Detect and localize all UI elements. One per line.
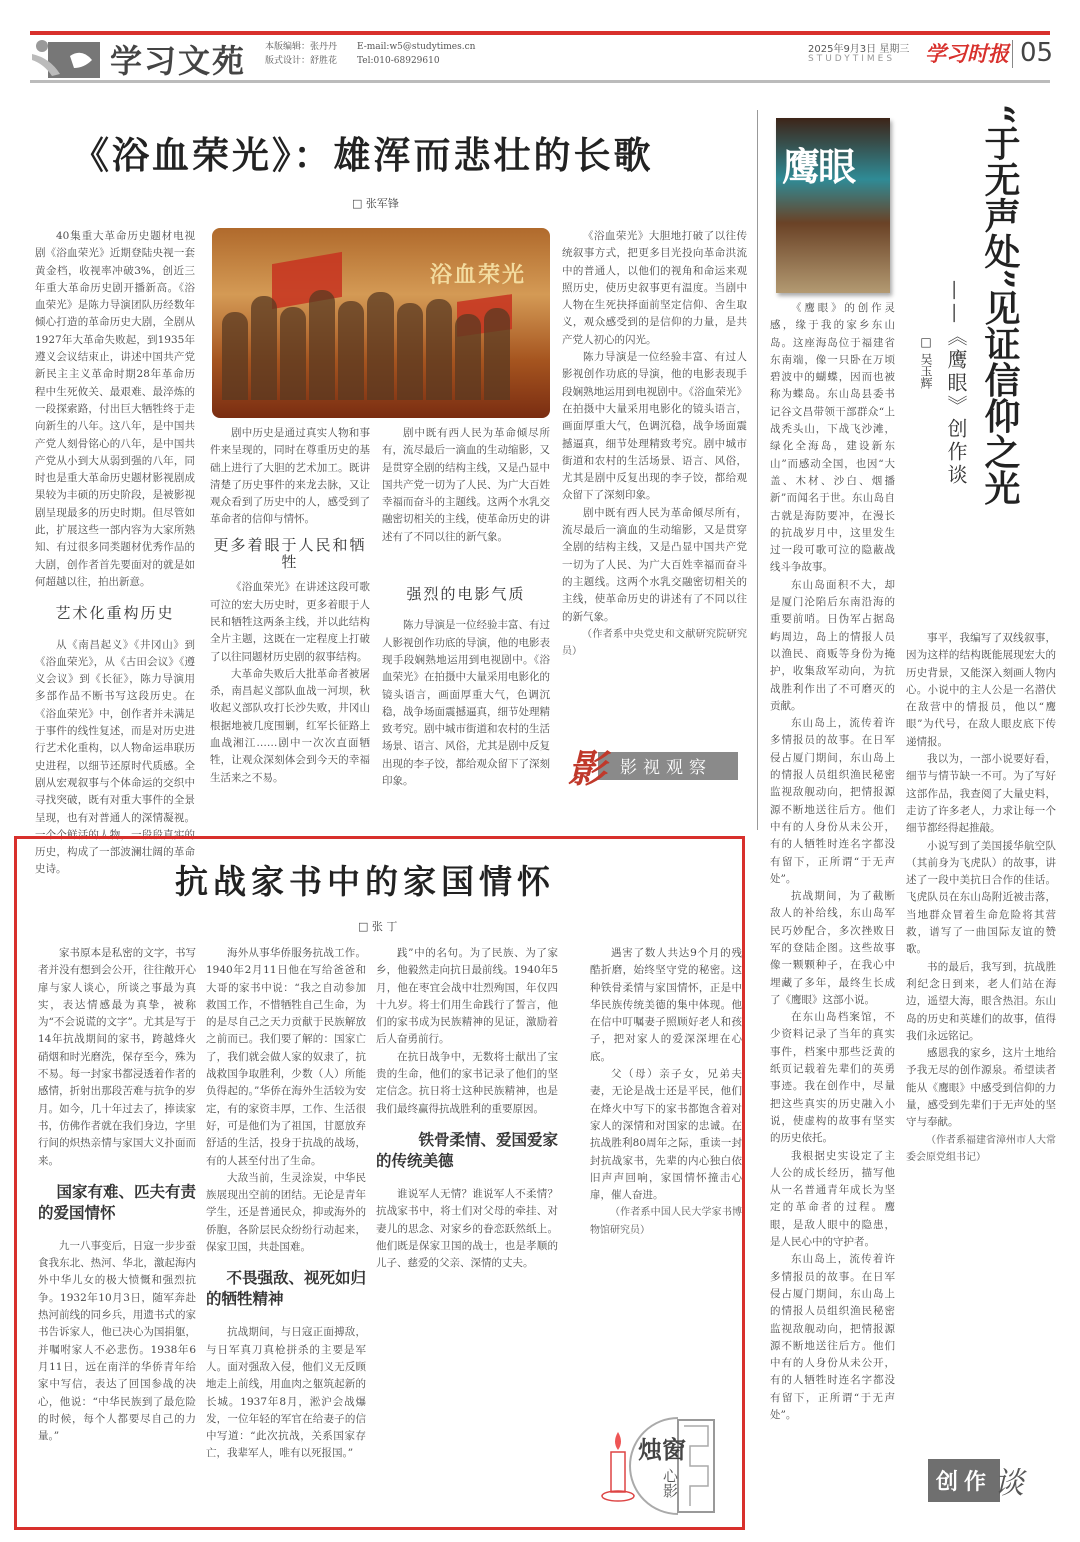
paragraph: 小说写到了美国援华航空队（其前身为飞虎队）的故事，讲述了一段中美抗日合作的佳话。飞虎队员在东山岛附近被击落，当地群众冒着生命危险将其营救，谱写了一曲国际友谊的赞歌。 [906, 839, 1056, 956]
stamp-label: 创作 [928, 1459, 1000, 1502]
stamp-sublabel: 心影 [661, 1468, 679, 1498]
masthead-top-rule [30, 31, 1050, 35]
subheading-line: 的爱国情怀 [38, 1203, 116, 1222]
paragraph: 陈力导演是一位经验丰富、有过人影视创作功底的导演，他的电影表现手段娴熟地运用到电视剧中。《浴血荣光》在拍摄中大量采用电影化的镜头语言，画面厚重大气，色调沉稳，战争场面震撼逼真，细节处理精致考究。剧中城市街道和农村的生活场景、语言、风俗，尤其是剧中反复出现的李子饺，都给观众留下了深刻印象。 [382, 619, 550, 788]
section-name: 学习文苑 [110, 42, 247, 80]
paragraph: 剧中既有西人民为革命倾尽所有，流尽最后一滴血的生动缩影，又是贯穿全剧的结构主线，又是凸显中国共产党一切为了人民、为广大百姓幸福而奋斗的主题线。这两个水乳交融密切相关的主线，使革命历史的讲述有了不同以往的新气象。 [562, 506, 747, 623]
article3-title: 抗战家书中的家国情怀 [175, 862, 555, 901]
paragraph: 东山岛上，流传着许多情报员的故事。在日军侵占厦门期间，东山岛上的情报人员组织渔民秘密监视敌舰动向，把情报源源不断地送往后方。他们中有的人身份从未公开，有的人牺牲时连名字都没有留下，正所谓“于无声处”。 [770, 717, 895, 885]
author-note: （作者系福建省漳州市人大常委会原党组书记） [906, 1134, 1056, 1163]
article3-column-2 [206, 945, 366, 1525]
paragraph: 抗战期间，为了截断敌人的补给线，东山岛军民巧妙配合，多次挫败日军的登陆企图。这些故事像一颗颗种子，在我心中埋藏了多年，最终生长成了《鹰眼》这部小说。 [770, 890, 895, 1006]
paragraph: 剧中历史是通过真实人物和事件来呈现的，同时在尊重历史的基础上进行了大胆的艺术加工。既讲清楚了历史事件的来龙去脉，又让观众看到了历史中的人，感受到了革命者的信仰与情怀。 [210, 427, 370, 526]
drama-poster-image [212, 228, 550, 418]
editor-name: 本版编辑：张丹丹 [265, 42, 338, 52]
article1-column-2 [210, 425, 370, 823]
paragraph: 大革命失败后大批革命者被屠杀，南昌起义部队血战一河坝，秋收起义部队攻打长沙失败，井冈山根据地被几度围剿，红军长征路上血战湘江……剧中一次次直面牺牲，让观众深刻体会到今天的幸福生活来之不易。 [210, 667, 370, 784]
paragraph: 大敌当前，生灵涂炭，中华民族展现出空前的团结。无论是青年学生，还是普通民众，抑或海外的侨胞，各阶层民众纷纷行动起来，保家卫国，共赴国难。 [206, 1171, 366, 1254]
paragraph: 陈力导演是一位经验丰富、有过人影视创作功底的导演，他的电影表现手段娴熟地运用到电视剧中。《浴血荣光》在拍摄中大量采用电影化的镜头语言，画面厚重大气，色调沉稳，战争场面震撼逼真，细节处理精致考究。剧中城市街道和农村的生活场景、语言、风俗，尤其是剧中反复出现的李子饺，都给观众留下了深刻印象。 [562, 351, 747, 502]
paragraph: 东山岛上，流传着许多情报员的故事。在日军侵占厦门期间，东山岛上的情报人员组织渔民秘密监视敌舰动向，把情报源源不断地送往后方。他们中有的人身份从未公开，有的人牺牲时连名字都没有留下，正所谓“于无声处”。 [770, 1253, 895, 1421]
paragraph: 《浴血荣光》大胆地打破了以往传统叙事方式，把更多目光投向革命洪流中的普通人，以他们的视角和命运来观照历史，使历史叙事更有温度。当剧中人物在生死抉择面前坚定信仰、舍生取义，观众感受到的是信仰的力量，是共产党人初心的闪光。 [562, 230, 747, 346]
paragraph: 我根据史实设定了主人公的成长经历，描写他从一名普通青年成长为坚定的革命者的过程。鹰眼，是敌人眼中的隐患，是人民心中的守护者。 [770, 1149, 895, 1249]
article3-column-1 [38, 945, 196, 1525]
paragraph: 40集重大革命历史题材电视剧《浴血荣光》近期登陆央视一套黄金档，收视率冲破3%，创近三年重大革命历史剧开播新高。《浴血荣光》是陈力导演团队历经数年倾心打造的革命历史大剧，全剧从1927年大革命失败起，到1935年遵义会议结束止，讲述中国共产党新民主主义革命时期28年革命历程中生死攸关、最艰难、最淬炼的一段探索路，付出巨大牺牲终于走向新生的八年。这八年，是中国共产党人刻骨铭心的八年，是中国共产党从小到大从弱到强的八年，同时也是重大革命历史题材影视剧成果较为丰硕的历史阶段，是被影视剧呈现最多的历史时期。但尽管如此，扩展这些一部内容为大家所熟知、有过很多同类题材优秀作品的大剧，创作者首先要面对的就是如何超越以往，拍出新意。 [35, 230, 195, 588]
author-note: （作者系中国人民大学家书博物馆研究员） [590, 1207, 742, 1236]
article3-column-4 [590, 945, 742, 1395]
candle-icon [598, 1430, 638, 1510]
paragraph: 事平，我编写了双线叙事，因为这样的结构既能展现宏大的历史背景，又能深入刻画人物内心。小说中的主人公是一名潜伏在敌营中的情报员，他以“鹰眼”为代号，在敌人眼皮底下传递情报。 [906, 632, 1056, 748]
article3-byline: □ 张 丁 [358, 920, 398, 933]
stamp-label: 烛窗 [638, 1435, 686, 1464]
paragraph: 父（母）亲子女，兄弟夫妻，无论是战士还是平民，他们在烽火中写下的家书都饱含着对家人的深情和对国家的忠诚。在抗战胜利80周年之际，重读一封封抗战家书，先辈的内心独白依旧声声回响，家国情怀撞击心扉，催人奋进。 [590, 1068, 742, 1202]
subheading: 强烈的电影气质 [406, 585, 526, 604]
paragraph: 在抗日战争中，无数将士献出了宝贵的生命，他们的家书记录了他们的坚定信念。抗日将士这种民族精神，也是我们最终赢得抗战胜利的重要原因。 [376, 1050, 558, 1115]
email[interactable]: E-mail:w5@studytimes.cn [357, 42, 476, 52]
article1-byline: □ 张军锋 [352, 197, 399, 210]
stamp-glyph: 谈 [994, 1466, 1025, 1501]
subheading-line: 不畏强敌、视死如归 [226, 1269, 366, 1288]
subheading [38, 1182, 196, 1224]
paragraph: 东山岛面积不大，却是厦门沦陷后东南沿海的重要前哨。日伪军占据岛屿周边，岛上的情报人员以渔民、商贩等身份为掩护，收集敌军动向，为抗战胜利作出了不可磨灭的贡献。 [770, 578, 895, 712]
paragraph: 海外从事华侨服务抗战工作。1940年2月11日他在写给爸爸和大哥的家书中说：“我之自动参加救国工作，不惜牺牲自己生命，为的是尽自己之天力贡献于民族解放之前而已。我们要了解的：国家亡了，我们就会做人家的奴隶了，抗战救国争取胜利，少数（人）所能负得起的。”华侨在海外生活较为安定，有的家资丰厚，工作、生活很好，可是他们为了祖国，甘愿放弃舒适的生活，投身于抗战的战场，有的人甚至付出了生命。 [206, 947, 366, 1167]
column-rule [757, 110, 758, 830]
stamp-glyph: 影 [568, 745, 607, 791]
article2-title: “于无声处”见证信仰之光 [979, 104, 1021, 506]
poster-title: 浴血荣光 [429, 262, 526, 288]
paragraph: 我以为，一部小说要好看，细节与情节缺一不可。为了写好这部作品，我查阅了大量史料，走访了许多老人，力求让每一个细节都经得起推敲。 [906, 753, 1056, 835]
column-stamp-candle-window [598, 1410, 718, 1520]
subheading-line: 铁骨柔情、爱国爱家 [418, 1130, 558, 1149]
subheading: 艺术化重构历史 [55, 604, 175, 623]
column-stamp-creation-talk [928, 1458, 1053, 1502]
author-note: （作者系中央党史和文献研究院研究员） [562, 628, 747, 658]
poster-figures [222, 290, 510, 400]
section-logo-icon [30, 38, 100, 78]
paragraph: 《浴血荣光》在讲述这段可歌可泣的宏大历史时，更多着眼于人民和牺牲这两条主线，并以此结构全片主题，这既在一定程度上打破了以往同题材历史剧的叙事结构。 [210, 581, 370, 663]
paragraph: 剧中既有西人民为革命倾尽所有，流尽最后一滴血的生动缩影，又是贯穿全剧的结构主线，又是凸显中国共产党一切为了人民、为广大百姓幸福而奋斗的主题线。这两个水乳交融密切相关的主线，使革命历史的讲述有了不同以往的新气象。 [382, 427, 550, 543]
subheading-line: 国家有难、匹夫有责 [56, 1182, 196, 1201]
subheading-line: 的牺牲精神 [206, 1290, 284, 1309]
paragraph: 从《南昌起义》《井冈山》到《浴血荣光》，从《古田会议》《遵义会议》到《长征》，陈力导演用多部作品不断书写这段历史。在《浴血荣光》中，创作者并未满足于事件的线性复述，而是对历史进行艺术化重构，以人物命运串联历史进程，以细节还原时代质感。全剧从宏观叙事与个体命运的交织中寻找突破，既有对重大事件的全景呈现，也有对普通人的深情凝视。一个个鲜活的人物，一段段真实的历史，构成了一部波澜壮阔的革命史诗。 [35, 638, 195, 876]
article2-subtitle: ——《鹰眼》创作谈 [944, 280, 968, 487]
subheading: 更多着眼于人民和牺牲 [213, 535, 367, 572]
page-number: 05 [1020, 38, 1054, 68]
paragraph: 在东山岛档案馆，不少资料记录了当年的真实事件，档案中那些泛黄的纸页记载着先辈们的英勇事迹。我在创作中，尽量把这些真实的历史融入小说，使虚构的故事有坚实的历史依托。 [770, 1011, 895, 1145]
article1-column-1 [35, 228, 195, 876]
book-title: 鹰眼 [782, 144, 855, 189]
article3-column-3 [376, 945, 558, 1525]
paragraph: 家书原本是私密的文字，书写者并没有想到会公开，往往敞开心扉与家人谈心，所谈之事最为真实，表达情感最为真挚，被称为“不会说谎的文字”。尤其是写于14年抗战期间的家书，跨越烽火硝烟和时光磨洗，保存至今，殊为不易。每一封家书都浸透着作者的感情，折射出那段苦难与抗争的岁月。如今，几十年过去了，捧读家书，仿佛作者就在我们身边，字里行间的炽热亲情与家国大义扑面而来。 [38, 947, 196, 1167]
article2-byline: □ 吴玉辉 [919, 335, 933, 389]
paragraph: 《鹰眼》的创作灵感，缘于我的家乡东山岛。这座海岛位于福建省东南端，像一只卧在万顷碧波中的蝴蝶，因而也被称为蝶岛。东山岛县委书记谷文昌带领干部群众“上战秃头山，下战飞沙滩，绿化全海岛，建设新东山”而感动全国，也因“大盖、木材、沙白、烟播新”而闻名于世。东山岛自古就是海防要冲，在漫长的抗战岁月中，这里发生过一段可歌可泣的隐蔽战线斗争故事。 [770, 302, 895, 574]
paragraph: 九一八事变后，日寇一步步蚕食我东北、热河、华北，激起海内外中华儿女的极大愤慨和强烈抗争。1932年10月3日，随军奔赴热河前线的同乡兵，用遗书式的家书告诉家人，他已决心为国捐躯，并嘱咐家人不必悲伤。1938年6月11日，远在南洋的华侨青年给家中写信，表达了回国参战的决心，他说：“中华民族到了最危险的时候，每个人都要尽自己的力量。” [38, 1239, 196, 1443]
divider [1012, 40, 1013, 68]
paragraph: 遇害了数人共达9个月的残酷折磨，始终坚守党的秘密。这种铁骨柔情与家国情怀，正是中华民族传统美德的集中体现。他在信中叮嘱妻子照顾好老人和孩子，把对家人的爱深深埋在心底。 [590, 947, 742, 1063]
book-cover-image [776, 118, 890, 293]
paragraph: 践”中的名句。为了民族、为了家乡，他毅然走向抗日最前线。1940年5月，他在枣宜会战中壮烈殉国，年仅四十九岁。将士们用生命践行了誓言，他们的家书成为民族精神的见证，激励着后人奋勇前行。 [376, 947, 558, 1046]
contact-info [357, 40, 475, 68]
article2-column-2 [906, 630, 1056, 1430]
article1-column-4 [562, 228, 747, 728]
telephone: Tel:010-68929610 [357, 56, 440, 66]
editor-credits [265, 40, 337, 68]
issue-date: 2025年9月3日 星期三 [808, 44, 910, 55]
article1-title: 《浴血荣光》：雄浑而悲壮的长歌 [72, 133, 654, 177]
paragraph: 抗战期间，与日寇正面搏敌，与日军真刀真枪拼杀的主要是军人。面对强敌入侵，他们义无反顾地走上前线，用血肉之躯筑起新的长城。1937年8月，淞沪会战爆发，一位年轻的军官在给妻子的信中写道：“此次抗战，关系国家存亡，我辈军人，唯有以死报国。” [206, 1326, 366, 1460]
subheading [206, 1268, 366, 1310]
subheading-line: 的传统美德 [376, 1151, 454, 1170]
paragraph: 书的最后，我写到，抗战胜利纪念日到来，老人们站在海边，遥望大海，眼含热泪。东山岛的历史和英雄们的故事，值得我们永远铭记。 [906, 960, 1056, 1042]
masthead-bottom-rule [30, 80, 1050, 83]
designer-name: 版式设计：舒胜花 [265, 56, 338, 66]
paragraph: 感恩我的家乡，这片土地给予我无尽的创作源泉。希望读者能从《鹰眼》中感受到信仰的力量，感受到先辈们于无声处的坚守与奉献。 [906, 1047, 1056, 1129]
subheading [376, 1130, 558, 1172]
paragraph: 谁说军人无情？谁说军人不柔情？抗战家书中，将士们对父母的牵挂、对妻儿的思念、对家乡的眷恋跃然纸上。他们既是保家卫国的战士，也是孝顺的儿子、慈爱的父亲、深情的丈夫。 [376, 1187, 558, 1270]
article2-column-1 [770, 300, 895, 1535]
article1-column-3 [382, 425, 550, 823]
paper-logo: 学习时报 [925, 41, 1009, 66]
paper-english-name: STUDYTIMES [808, 54, 896, 64]
column-stamp-film-observation [568, 742, 740, 791]
stamp-label: 影视观察 [620, 757, 713, 778]
